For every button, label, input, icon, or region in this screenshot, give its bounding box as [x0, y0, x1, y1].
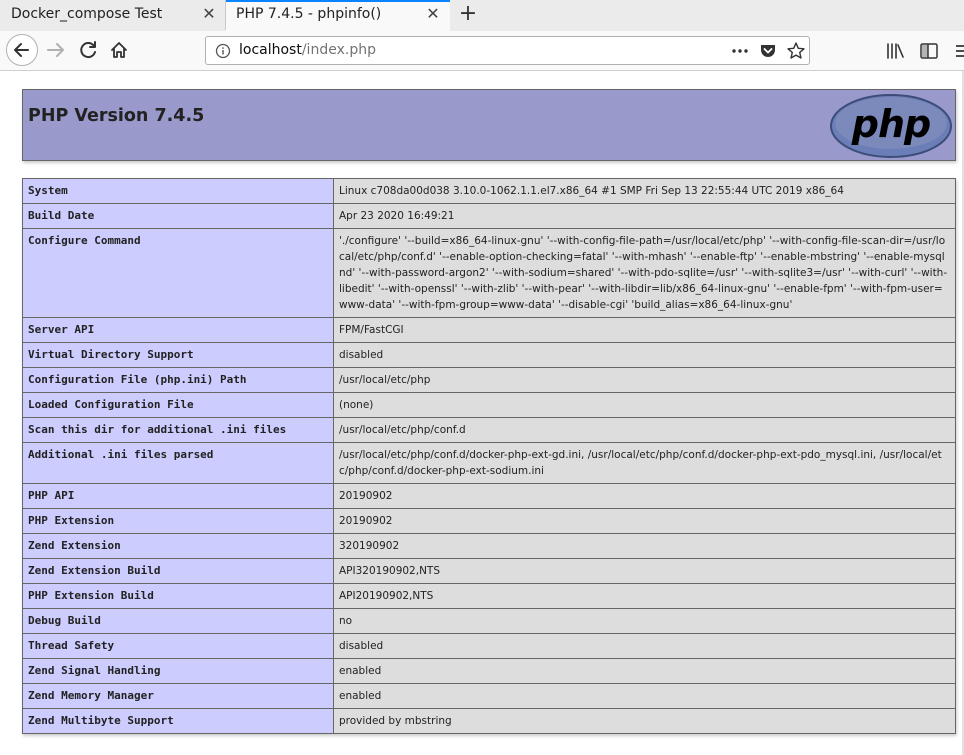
table-row	[23, 584, 956, 609]
menu-icon[interactable]	[952, 40, 964, 62]
row-label: Build Date	[23, 204, 334, 229]
row-value: enabled	[334, 659, 956, 684]
table-row	[23, 343, 956, 368]
arrow-left-icon	[7, 35, 37, 65]
table-row	[23, 229, 956, 318]
row-label: Configure Command	[23, 229, 334, 318]
tab-title: Docker_compose Test	[11, 6, 163, 22]
row-value: 20190902	[334, 509, 956, 534]
row-value: API320190902,NTS	[334, 559, 956, 584]
table-row	[23, 659, 956, 684]
table-row	[23, 393, 956, 418]
row-label: Loaded Configuration File	[23, 393, 334, 418]
tab-docker-compose-test[interactable]	[0, 0, 226, 30]
table-row	[23, 204, 956, 229]
row-value: API20190902,NTS	[334, 584, 956, 609]
row-value: 320190902	[334, 534, 956, 559]
row-value: disabled	[334, 634, 956, 659]
row-value: disabled	[334, 343, 956, 368]
php-logo[interactable]	[829, 93, 953, 159]
row-value: 20190902	[334, 484, 956, 509]
url-text[interactable]	[239, 42, 376, 58]
row-label: PHP Extension	[23, 509, 334, 534]
info-icon[interactable]	[215, 43, 231, 59]
navigation-toolbar	[0, 31, 964, 71]
phpinfo-table	[22, 178, 956, 734]
row-label: Virtual Directory Support	[23, 343, 334, 368]
row-label: Zend Extension	[23, 534, 334, 559]
url-path: /index.php	[301, 42, 376, 58]
table-row	[23, 684, 956, 709]
row-label: Zend Signal Handling	[23, 659, 334, 684]
row-label: Additional .ini files parsed	[23, 443, 334, 484]
row-label: PHP API	[23, 484, 334, 509]
reload-button[interactable]	[74, 36, 102, 64]
row-value: no	[334, 609, 956, 634]
row-label: Zend Multibyte Support	[23, 709, 334, 734]
table-row	[23, 709, 956, 734]
table-row	[23, 179, 956, 204]
tab-strip	[0, 0, 964, 31]
row-value: Linux c708da00d038 3.10.0-1062.1.1.el7.x86_64 #1 SMP Fri Sep 13 22:55:44 UTC 2019 x86_64	[334, 179, 956, 204]
reload-icon	[74, 36, 102, 64]
page-content	[0, 71, 964, 755]
row-label: Debug Build	[23, 609, 334, 634]
close-icon[interactable]: ✕	[202, 4, 216, 23]
row-label: System	[23, 179, 334, 204]
row-value: enabled	[334, 684, 956, 709]
row-label: PHP Extension Build	[23, 584, 334, 609]
table-row	[23, 484, 956, 509]
row-value: provided by mbstring	[334, 709, 956, 734]
table-row	[23, 368, 956, 393]
row-value: FPM/FastCGI	[334, 318, 956, 343]
forward-button[interactable]	[42, 36, 70, 64]
tab-phpinfo[interactable]	[226, 0, 450, 31]
new-tab-button[interactable]	[455, 2, 481, 28]
row-value: Apr 23 2020 16:49:21	[334, 204, 956, 229]
pocket-icon[interactable]	[759, 42, 777, 60]
back-button[interactable]	[6, 34, 38, 66]
url-bar[interactable]	[205, 36, 810, 65]
home-icon	[105, 36, 133, 64]
row-label: Zend Extension Build	[23, 559, 334, 584]
table-row	[23, 418, 956, 443]
sidebar-icon[interactable]	[918, 40, 940, 62]
tab-title: PHP 7.4.5 - phpinfo()	[236, 6, 382, 22]
table-row	[23, 534, 956, 559]
more-actions-icon[interactable]	[730, 41, 750, 61]
table-row	[23, 318, 956, 343]
url-host: localhost	[239, 42, 302, 58]
row-label: Thread Safety	[23, 634, 334, 659]
arrow-right-icon	[42, 36, 70, 64]
row-value: './configure' '--build=x86_64-linux-gnu' '--with-config-file-path=/usr/local/etc/php' '--with-config-file-scan-dir=/usr/local/etc/php/conf.d' '--enable-option-checking=fatal' '--with-mhash' '--enable-ftp' '--enable-mbstring' '--enable-mysqlnd' '--with-password-argon2' '--with-sodium=shared' '--with-pdo-sqlite=/usr' '--with-sqlite3=/usr' '--with-curl' '--with-libedit' '--with-openssl' '--with-zlib' '--with-pear' '--with-libdir=lib/x86_64-linux-gnu' '--enable-fpm' '--with-fpm-user=www-data' '--with-fpm-group=www-data' '--disable-cgi' 'build_alias=x86_64-linux-gnu'	[334, 229, 956, 318]
table-row	[23, 443, 956, 484]
row-label: Zend Memory Manager	[23, 684, 334, 709]
php-logo-text: php	[851, 102, 931, 146]
row-label: Server API	[23, 318, 334, 343]
row-value: /usr/local/etc/php/conf.d	[334, 418, 956, 443]
plus-icon: +	[458, 1, 478, 26]
row-value: (none)	[334, 393, 956, 418]
table-row	[23, 634, 956, 659]
table-row	[23, 509, 956, 534]
table-row	[23, 559, 956, 584]
page-title: PHP Version 7.4.5	[28, 106, 205, 126]
row-label: Configuration File (php.ini) Path	[23, 368, 334, 393]
home-button[interactable]	[105, 36, 133, 64]
bookmark-star-icon[interactable]	[786, 41, 806, 61]
row-label: Scan this dir for additional .ini files	[23, 418, 334, 443]
row-value: /usr/local/etc/php	[334, 368, 956, 393]
close-icon[interactable]: ✕	[426, 4, 440, 23]
php-version-header	[22, 89, 956, 161]
table-row	[23, 609, 956, 634]
library-icon[interactable]	[884, 40, 906, 62]
row-value: /usr/local/etc/php/conf.d/docker-php-ext-gd.ini, /usr/local/etc/php/conf.d/docker-php-ext-pdo_mysql.ini, /usr/local/etc/php/conf.d/docker-php-ext-sodium.ini	[334, 443, 956, 484]
